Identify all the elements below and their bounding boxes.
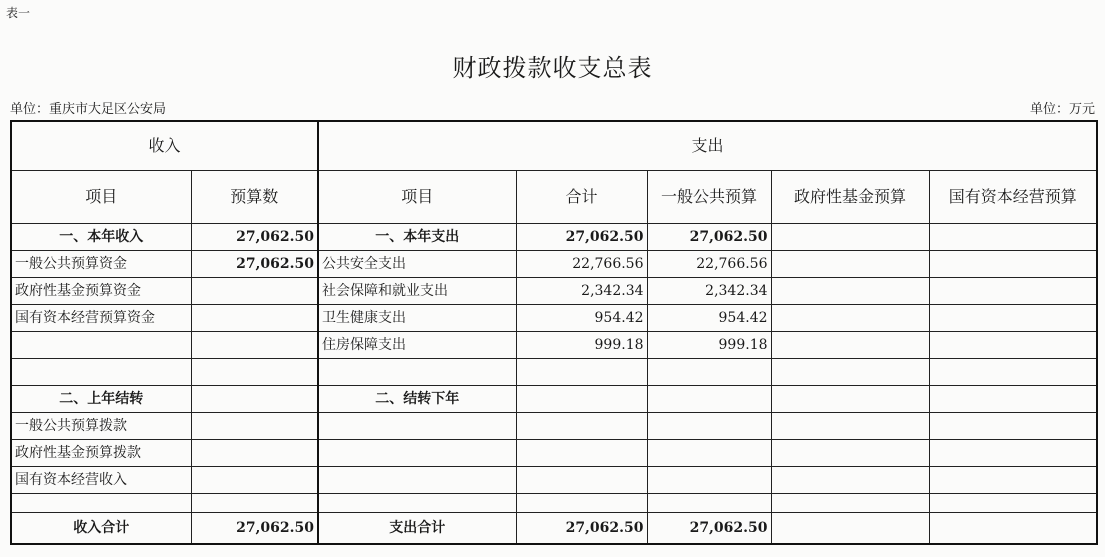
table-row: [11, 332, 1097, 359]
expense-state-capital: [929, 332, 1097, 359]
income-value: [191, 440, 318, 467]
income-item: [11, 332, 191, 359]
expense-total-label: 支出合计: [318, 513, 516, 545]
expense-total: [516, 359, 647, 386]
header-gov-fund-budget: 政府性基金预算: [771, 171, 929, 224]
income-value: [191, 278, 318, 305]
income-item: 政府性基金预算拨款: [11, 440, 191, 467]
table-row: [11, 386, 1097, 413]
expense-gov-fund: [771, 278, 929, 305]
expense-item: 一、本年支出: [318, 224, 516, 251]
expense-state-capital: [929, 359, 1097, 386]
expense-gov-fund: [771, 224, 929, 251]
expense-item: [318, 440, 516, 467]
expense-gov-fund: [771, 440, 929, 467]
expense-general: [647, 440, 771, 467]
table-row: [11, 278, 1097, 305]
table-number-label: 表一: [6, 6, 31, 20]
income-value: 27,062.50: [191, 251, 318, 278]
table-row: [11, 305, 1097, 332]
expense-item: 卫生健康支出: [318, 305, 516, 332]
table-row: [11, 440, 1097, 467]
header-state-capital-budget: 国有资本经营预算: [929, 171, 1097, 224]
page-title: 财政拨款收支总表: [452, 54, 653, 82]
income-value: [191, 413, 318, 440]
expense-gov-fund: [771, 332, 929, 359]
expense-gov-fund: [771, 251, 929, 278]
header-total: 合计: [516, 171, 647, 224]
expense-state-capital: [929, 251, 1097, 278]
table-row: [11, 467, 1097, 494]
expense-state-capital: [929, 386, 1097, 413]
expense-item: [318, 359, 516, 386]
income-item: 一、本年收入: [11, 224, 191, 251]
income-item: 一般公共预算拨款: [11, 413, 191, 440]
expense-total: 2,342.34: [516, 278, 647, 305]
expense-gov-fund: [771, 413, 929, 440]
budget-summary-table: [10, 120, 1098, 545]
expense-total-sum: 27,062.50: [516, 513, 647, 545]
expense-general: 22,766.56: [647, 251, 771, 278]
expense-total: 27,062.50: [516, 224, 647, 251]
header-income-item: 项目: [11, 171, 191, 224]
currency-unit: 单位：万元: [1029, 102, 1095, 117]
table-row: [11, 251, 1097, 278]
header-general-budget: 一般公共预算: [647, 171, 771, 224]
expense-general: 954.42: [647, 305, 771, 332]
expense-gov-fund: [771, 359, 929, 386]
income-value: 27,062.50: [191, 224, 318, 251]
expense-state-capital: [929, 413, 1097, 440]
income-item: [11, 359, 191, 386]
expense-item: [318, 467, 516, 494]
income-item: 国有资本经营收入: [11, 467, 191, 494]
expense-total: [516, 413, 647, 440]
expense-general: [647, 413, 771, 440]
expense-total: [516, 467, 647, 494]
income-item: 国有资本经营预算资金: [11, 305, 191, 332]
expense-total: 22,766.56: [516, 251, 647, 278]
income-value: [191, 305, 318, 332]
expense-state-capital: [929, 278, 1097, 305]
expense-state-capital: [929, 440, 1097, 467]
table-row: [11, 224, 1097, 251]
income-item: 二、上年结转: [11, 386, 191, 413]
expense-general: 27,062.50: [647, 224, 771, 251]
income-item: 一般公共预算资金: [11, 251, 191, 278]
expense-gov-fund: [771, 386, 929, 413]
income-value: [191, 359, 318, 386]
expense-item: 二、结转下年: [318, 386, 516, 413]
expense-state-capital: [929, 305, 1097, 332]
income-total-value: 27,062.50: [191, 513, 318, 545]
section-header-row: [11, 121, 1097, 171]
blank-row: [11, 494, 1097, 513]
expense-general: [647, 386, 771, 413]
expense-gov-fund: [771, 305, 929, 332]
expense-general: 2,342.34: [647, 278, 771, 305]
expense-item: 社会保障和就业支出: [318, 278, 516, 305]
organization-unit: 单位：重庆市大足区公安局: [10, 102, 167, 117]
expense-total: 954.42: [516, 305, 647, 332]
income-item: 政府性基金预算资金: [11, 278, 191, 305]
income-value: [191, 332, 318, 359]
income-value: [191, 467, 318, 494]
expense-total-gov-fund: [771, 513, 929, 545]
expense-item: 公共安全支出: [318, 251, 516, 278]
column-header-row: [11, 171, 1097, 224]
totals-row: [11, 513, 1097, 545]
expense-total: [516, 440, 647, 467]
expense-state-capital: [929, 467, 1097, 494]
expense-total: 999.18: [516, 332, 647, 359]
expense-item: [318, 413, 516, 440]
income-value: [191, 386, 318, 413]
expense-total-state-capital: [929, 513, 1097, 545]
expense-gov-fund: [771, 467, 929, 494]
expense-general: [647, 359, 771, 386]
table-row: [11, 413, 1097, 440]
expense-total-general: 27,062.50: [647, 513, 771, 545]
expense-state-capital: [929, 224, 1097, 251]
income-total-label: 收入合计: [11, 513, 191, 545]
table-row: [11, 359, 1097, 386]
expense-general: 999.18: [647, 332, 771, 359]
section-expense: 支出: [318, 121, 1097, 171]
header-income-budget: 预算数: [191, 171, 318, 224]
expense-general: [647, 467, 771, 494]
section-income: 收入: [11, 121, 318, 171]
header-expense-item: 项目: [318, 171, 516, 224]
expense-total: [516, 386, 647, 413]
expense-item: 住房保障支出: [318, 332, 516, 359]
